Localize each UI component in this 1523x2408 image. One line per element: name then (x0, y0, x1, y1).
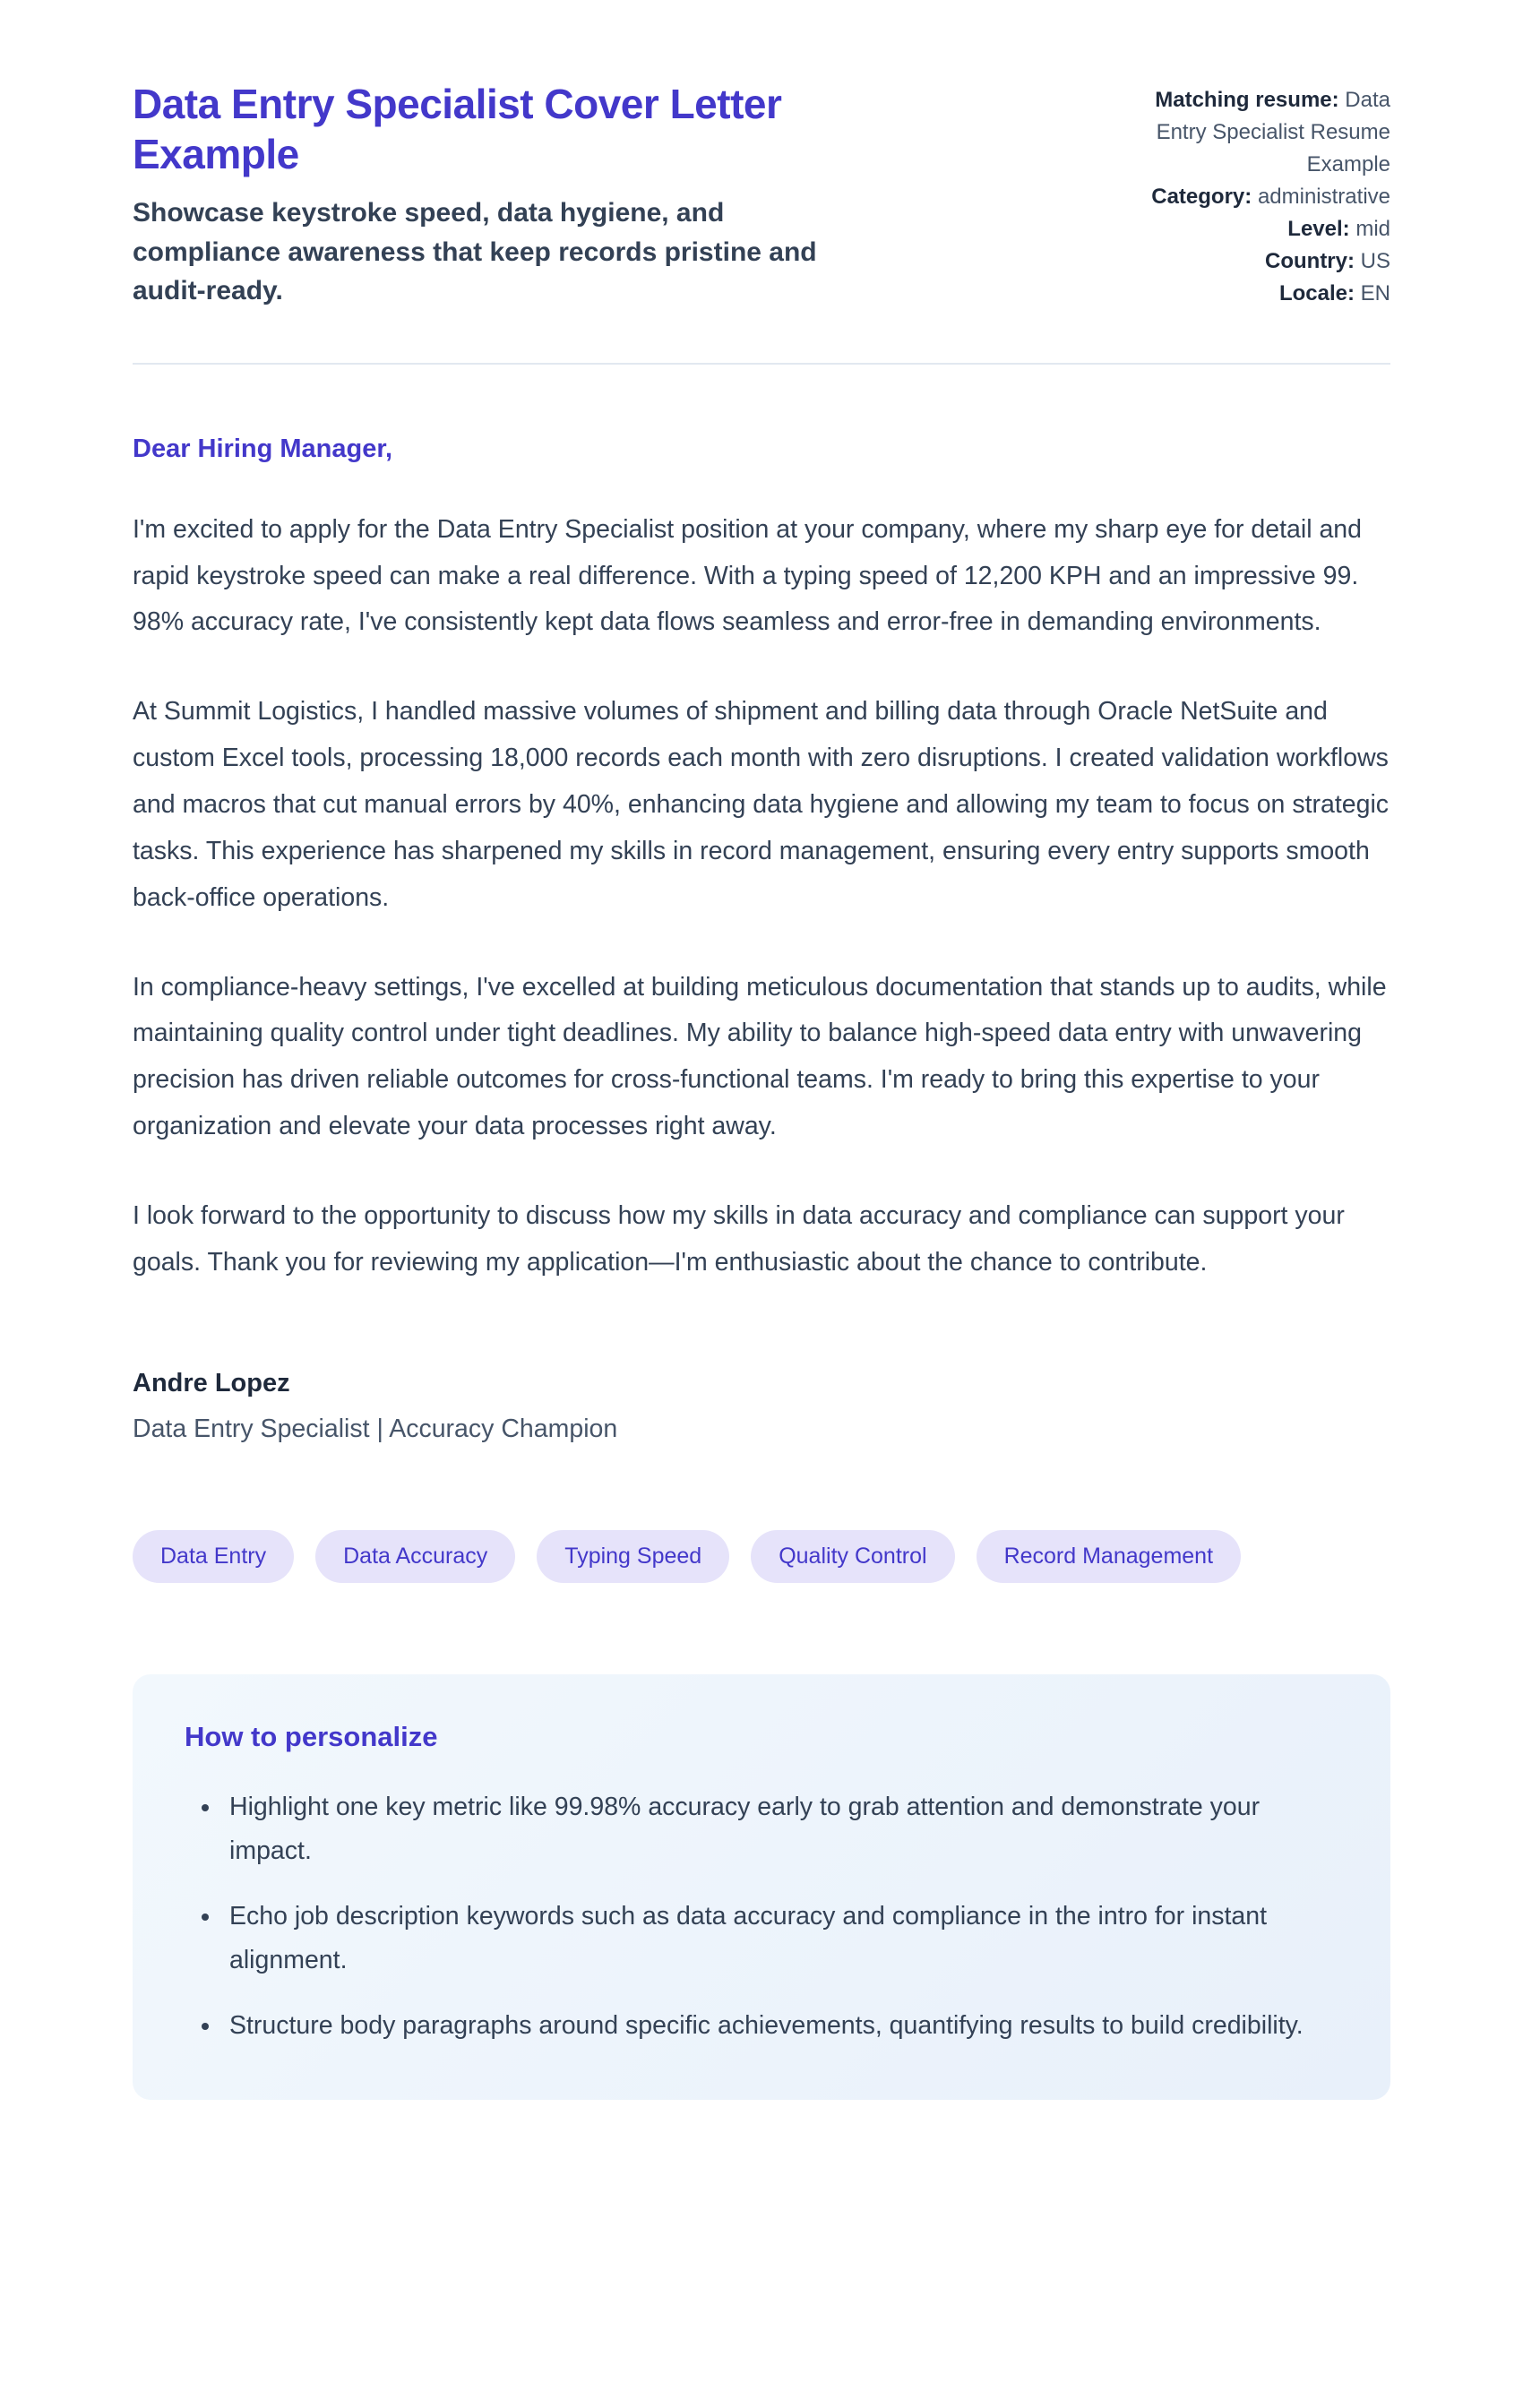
meta-category (1102, 181, 1390, 213)
meta-label-category: Category: (1151, 185, 1252, 209)
page-title: Data Entry Specialist Cover Letter Example (133, 81, 782, 178)
meta-locale (1102, 278, 1390, 310)
header (133, 79, 1390, 311)
meta-value-matching-resume: Data Entry Specialist Resume Example (1156, 88, 1390, 176)
meta-level (1102, 213, 1390, 245)
personalize-tip-1: • Highlight one key metric like 99.98% accuracy early to grab attention and demonstrate your impact. (222, 1785, 1338, 1873)
meta-value-category: administrative (1257, 185, 1390, 209)
letter-paragraph-1: I'm excited to apply for the Data Entry Specialist position at your company, where my sharp eye for detail and rapid keystroke speed can make a real difference. With a typing speed of 12,200 KPH and an impressive 99. 98% accuracy rate, I've consistently kept data flows seamless and error-free in demanding environments. (133, 514, 1363, 637)
meta-label-level: Level: (1287, 217, 1350, 241)
page-subtitle: Showcase keystroke speed, data hygiene, and compliance awareness that keep records pristine and audit-ready. (133, 198, 817, 306)
tag-record-management: Record Management (977, 1530, 1241, 1583)
salutation: Dear Hiring Manager, (133, 434, 393, 463)
page (133, 0, 1390, 2252)
meta-value-locale: EN (1360, 281, 1390, 305)
meta-label-matching-resume: Matching resume: (1155, 88, 1339, 112)
letter-paragraph-3: In compliance-heavy settings, I've excelled at building meticulous documentation that stands up to audits, while maintaining quality control under tight deadlines. My ability to balance high-speed data entry with unwavering precision has driven reliable outcomes for cross-functional teams. I'm ready to bring this expertise to your organization and elevate your data processes right away. (133, 972, 1387, 1141)
meta-value-country: US (1360, 249, 1390, 273)
meta-label-country: Country: (1265, 249, 1355, 273)
letter-paragraph-2: At Summit Logistics, I handled massive volumes of shipment and billing data through Oracle NetSuite and custom Excel tools, processing 18,000 records each month with zero disruptions. I created validation workflows and macros that cut manual errors by 40%, enhancing data hygiene and allowing my team to focus on strategic tasks. This experience has sharpened my skills in record management, ensuring every entry supports smooth back-office operations. (133, 697, 1390, 912)
meta-value-level: mid (1355, 217, 1390, 241)
divider (133, 363, 1390, 365)
meta-label-locale: Locale: (1278, 281, 1355, 305)
personalize-box (133, 1674, 1390, 2100)
meta-country (1102, 245, 1390, 278)
meta-block (1102, 79, 1390, 310)
personalize-tip-list (185, 1785, 1338, 2048)
personalize-tip-2: • Echo job description keywords such as data accuracy and compliance in the intro for instant alignment. (222, 1895, 1338, 1982)
tag-data-accuracy: Data Accuracy (315, 1530, 515, 1583)
letter-paragraph-4: I look forward to the opportunity to discuss how my skills in data accuracy and compliance can support your goals. Thank you for reviewing my application—I'm enthusiastic about the chance to contribute. (133, 1201, 1345, 1277)
tag-list (133, 1530, 1390, 1583)
signature-name: Andre Lopez (133, 1368, 290, 1398)
tag-typing-speed: Typing Speed (537, 1530, 729, 1583)
tag-quality-control: Quality Control (751, 1530, 954, 1583)
cover-letter-body (133, 434, 1390, 1444)
meta-matching-resume (1102, 84, 1390, 181)
header-title-block (133, 79, 921, 311)
personalize-tip-3: • Structure body paragraphs around specific achievements, quantifying results to build credibility. (222, 2004, 1338, 2048)
personalize-title: How to personalize (185, 1720, 438, 1752)
tag-data-entry: Data Entry (133, 1530, 294, 1583)
signature-role: Data Entry Specialist | Accuracy Champion (133, 1414, 618, 1443)
